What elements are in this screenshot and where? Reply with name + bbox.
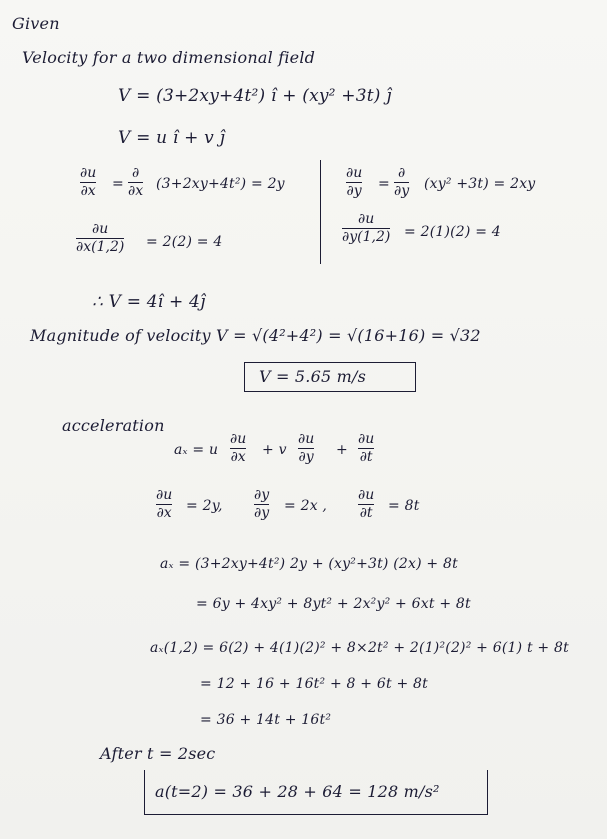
column-divider [320, 160, 321, 264]
ax-term3 [358, 432, 374, 465]
left-deriv1-den: ∂x [80, 183, 96, 199]
left-deriv2-rest: = 2(2) = 4 [146, 234, 223, 250]
right-deriv2-num: ∂u [358, 211, 375, 227]
therefore-line: ∴ V = 4î + 4ĵ [92, 292, 206, 312]
ax-term3-den: ∂t [359, 449, 373, 465]
velocity-equation: V = (3+2xy+4t²) î + (xy² +3t) ĵ [118, 86, 392, 106]
final-result-box [144, 770, 488, 815]
ax-def-plus: + [336, 442, 348, 458]
ax-def-prefix: aₓ = u [174, 442, 219, 458]
left-deriv1-frac [80, 166, 96, 199]
partial3-val: = 8t [388, 498, 420, 514]
ax-term2 [298, 432, 314, 465]
right-deriv2-frac [342, 212, 390, 245]
magnitude-result: V = 5.65 m/s [259, 367, 367, 386]
ax-line5: = 36 + 14t + 16t² [200, 712, 332, 728]
partial2-den: ∂y [254, 505, 270, 521]
right-deriv1-num: ∂u [346, 165, 363, 181]
right-deriv1-eq: = [378, 176, 390, 192]
right-deriv2-den: ∂y(1,2) [342, 229, 391, 245]
partial1-num: ∂u [156, 487, 173, 503]
partial3-den: ∂t [359, 505, 373, 521]
partial2-num: ∂y [254, 487, 270, 503]
left-deriv2-frac [76, 222, 124, 255]
partial1-frac [156, 488, 172, 521]
ax-term1-num: ∂u [230, 431, 247, 447]
ax-term3-num: ∂u [358, 431, 375, 447]
left-deriv2-den: ∂x(1,2) [76, 239, 125, 255]
partial2-frac [254, 488, 269, 521]
ax-term2-den: ∂y [298, 449, 314, 465]
ax-term2-num: ∂u [298, 431, 315, 447]
left-deriv1-eq: = [112, 176, 124, 192]
ax-line4: = 12 + 16 + 16t² + 8 + 6t + 8t [200, 676, 428, 692]
partial3-frac [358, 488, 374, 521]
ax-line3: aₓ(1,2) = 6(2) + 4(1)(2)² + 8×2t² + 2(1)²(2)² + 6(1) t + 8t [150, 640, 569, 656]
right-deriv1-frac [346, 166, 362, 199]
partial2-val: = 2x , [284, 498, 328, 514]
left-deriv1-num: ∂u [80, 165, 97, 181]
left-deriv1-op-frac [128, 166, 143, 199]
left-deriv2-num: ∂u [92, 221, 109, 237]
heading-given: Given [12, 14, 60, 33]
right-deriv1-den: ∂y [346, 183, 362, 199]
after-time: After t = 2sec [100, 744, 216, 763]
partial3-num: ∂u [358, 487, 375, 503]
left-deriv1-rest: (3+2xy+4t²) = 2y [156, 176, 285, 192]
left-deriv1-op-den: ∂x [128, 183, 144, 199]
right-deriv1-op-num: ∂ [397, 165, 406, 181]
right-deriv1-rest: (xy² +3t) = 2xy [424, 176, 536, 192]
right-deriv1-op-frac [394, 166, 409, 199]
ax-line2: = 6y + 4xy² + 8yt² + 2x²y² + 6xt + 8t [196, 596, 471, 612]
ax-term1-den: ∂x [230, 449, 246, 465]
partial1-den: ∂x [156, 505, 172, 521]
final-result: a(t=2) = 36 + 28 + 64 = 128 m/s² [155, 782, 440, 801]
ax-line1: aₓ = (3+2xy+4t²) 2y + (xy²+3t) (2x) + 8t [160, 556, 458, 572]
acceleration-heading: acceleration [62, 416, 165, 435]
left-deriv1-op-num: ∂ [131, 165, 140, 181]
magnitude-line: Magnitude of velocity V = √(4²+4²) = √(16+16) = √32 [30, 326, 481, 345]
right-deriv1-op-den: ∂y [394, 183, 410, 199]
right-deriv2-rest: = 2(1)(2) = 4 [404, 224, 501, 240]
partial1-val: = 2y, [186, 498, 223, 514]
magnitude-box [244, 362, 416, 392]
ax-def-mid: + v [262, 442, 287, 458]
intro-text: Velocity for a two dimensional field [22, 48, 316, 67]
velocity-components: V = u î + v ĵ [118, 128, 226, 148]
ax-term1 [230, 432, 246, 465]
